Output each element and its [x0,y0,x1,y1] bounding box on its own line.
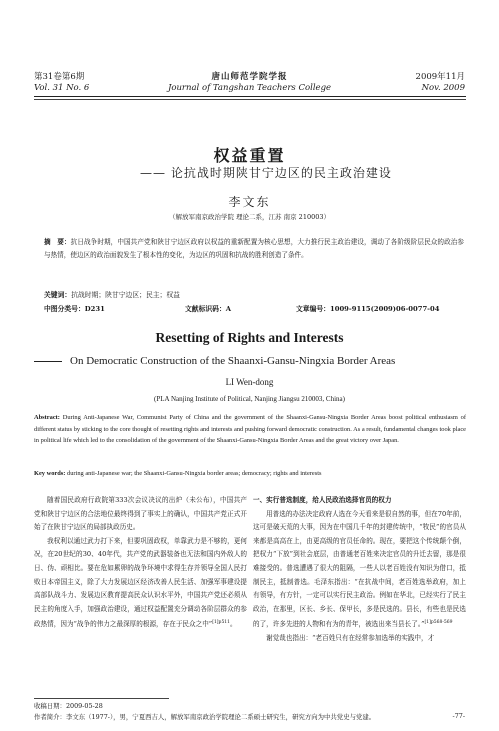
affiliation-en: (PLA Nanjing Institute of Political, Nanjing Jiangsu 210003, China) [154,395,345,403]
keywords-en [34,470,466,477]
citation-ref: [1]p511 [212,620,231,626]
keywords-text-en: during anti-Japanese war; the Shaanxi-Gansu-Ningxia border areas; democracy; rights and interests [67,470,322,477]
citation-ref: [1]p568-569 [424,620,453,626]
body-paragraph-text: 我权利以通过武力打下来，但要巩固政权，单靠武力是不够的，更何况，在20世纪的30、40年代，共产党的武器装备也无法和国内外敌人的日、伪、顽相比。要在危如累卵的战争环境中求得生存并领导全国人民打败日本帝国主义，除了大力发展边区经济改善人民生活、加强军事建设提高部队战斗力、发展边区教育提高民众认识水平外，中国共产党还必须从民主的角度入手，加强政治建设，通过权益配置充分调动各阶层群众的参政热情，因为“战争的伟力之最深厚的根源，存在于民众之中” [34,536,247,629]
subtitle-en-text: On Democratic Construction of the Shaanxi-Gansu-Ningxia Border Areas [70,355,396,367]
volume-en: Vol. 31 No. 6 [34,83,90,93]
keywords-label-en: Key words: [34,470,66,477]
subtitle-dash [34,361,62,362]
journal-cn: 唐山师范学院学报 [211,72,288,82]
abstract-text-cn: 抗日战争时期，中国共产党和陕甘宁边区政府以权益的重新配置为核心思想，大力推行民主政治建设，调动了各阶级阶层民众的政治参与热情，使边区的政治面貌发生了根本性的变化，为边区的巩固和抗战的胜利创造了条件。 [44,238,464,259]
section-heading: 一、实行普选制度，给人民政治选择官员的权力 [253,496,392,504]
body-column-right [253,494,466,646]
document-code: 文献标识码：A [185,305,232,313]
keywords-label-cn: 关键词： [44,291,72,299]
article-subtitle-cn: —— 论抗战时期陕甘宁边区的民主政治建设 [140,166,392,180]
article-title-en: Resetting of Rights and Interests [155,330,344,345]
body-paragraph: 谢觉哉也指出：“老百姓只有在经常参加选举的实践中，才 [266,634,435,643]
date-cn: 2009年11月 [415,72,465,82]
page-number: -77- [452,712,465,720]
abstract-label-cn: 摘 要： [44,238,71,246]
affiliation-cn: （解放军南京政治学院 理论二系，江苏 南京 210003） [168,213,330,221]
article-subtitle-en [34,355,395,367]
received-date: 收稿日期：2009-05-28 [34,702,103,710]
abstract-label-en: Abstract: [34,414,60,421]
article-title-cn: 权益重置 [213,146,286,165]
body-paragraph: 随着国民政府行政院第333次会议决议的出炉（未公布），中国共产党和陕甘宁边区的合法地位最终得到了事实上的确认，中国共产党正式开始了在陕甘宁边区的局部执政历史。 [34,496,247,532]
author-en: LI Wen-dong [225,377,274,387]
clc-number: 中图分类号：D231 [44,305,105,313]
author-cn: 李文东 [228,195,271,209]
header-rule-bottom [34,99,466,100]
body-column-left [34,494,247,632]
volume-cn: 第31卷第6期 [34,72,85,82]
author-info: 作者简介：李文东（1977-），男，宁夏西吉人，解放军南京政治学院理论二系硕士研究生，研究方向为中共党史与党建。 [34,713,376,721]
keywords-text-cn: 抗战时期；陕甘宁边区；民主；权益 [71,291,180,299]
article-number: 文章编号：1009-9115(2009)06-0077-04 [296,305,440,313]
body-paragraph-text: 用普选的办法决定政府人选在今天看来是很自然的事，但在70年前，这可是破天荒的大事，因为在中国几千年的封建传统中，“牧民”的官员从来都是高高在上，由更高级的官员任命的。现在，要把这个传统颠个倒，把权力“下放”到社会底层，由普通老百姓来决定官员的升迁去留，那是很难接受的。普选遭遇了很大的阻隔，一些人以老百姓没有知识为借口，抵制民主，抵制普选。毛泽东指出：“在抗战中间，老百姓选举政府，加上有领导，有方针，一定可以实行民主政治。例如在华北，已经实行了民主政治，在那里，区长、乡长、保甲长，多是民选的。县长，有些也是民选的了，许多先进的人物和有为的青年，被选出来当县长了。” [253,509,466,629]
body-paragraph [253,508,466,633]
abstract-cn [44,236,464,262]
header-rule-top [34,96,466,97]
footnote-rule [34,698,169,699]
abstract-text-en: During Anti-Japanese War, Communist Party of China and the government of the Shaanxi-Gansu-Ningxia Border Areas boost political enthusiasm of different status by sticking to the core thought of resetting rights and interests and pushing forward democratic construction. As a result, fundamental changes took place in political life which led to the consolidation of the government of the Shaanxi-Gansu-Ningxia Border Areas and the great victory over Japan. [34,414,466,444]
keywords-cn [44,289,180,299]
date-en: Nov. 2009 [421,83,465,93]
journal-en: Journal of Tangshan Teachers College [167,83,332,93]
body-paragraph: 我权利以通过武力打下来，但要巩固政权，单靠武力是不够的，更何况，在20世纪的30、40年代，共产党的武器装备也无法和国内外敌人的日、伪、顽相比。要在危如累卵的战争环境中求得生存并领导全国人民打败日本帝国主义，除了大力发展边区经济改善人民生活、加强军事建设提高部队战斗力、发展边区教育提高民众认识水平外，中国共产党还必须从民主的角度入手，加强政治建设，通过权益配置充分调动各阶层群众的参政热情，因为“战争的伟力之最深厚的根源，存在于民众之中”$^{[1]p511}$。 [34,536,247,629]
abstract-en [34,412,466,447]
